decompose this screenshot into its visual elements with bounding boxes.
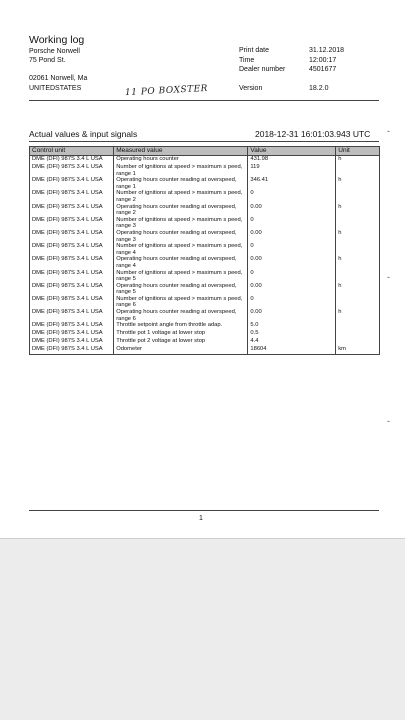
value-cell: 0.00	[248, 309, 336, 322]
measured-value-cell: Number of ignitions at speed > maximum s peed, range 4	[114, 243, 248, 256]
control-unit-cell: DME (DFI) 987S 3.4 L USA	[30, 243, 114, 256]
measured-value-cell: Operating hours counter reading at overspeed, range 5	[114, 283, 248, 296]
measured-value-cell: Number of ignitions at speed > maximum s peed, range 3	[114, 217, 248, 230]
unit-cell	[336, 296, 380, 309]
measured-value-cell: Throttle pot 1 voltage at lower stop	[114, 330, 248, 338]
table-row	[30, 322, 380, 330]
table-row	[30, 177, 380, 190]
unit-cell: h	[338, 203, 342, 210]
unit-cell: h	[338, 309, 342, 316]
table-row	[30, 217, 380, 230]
table-row	[30, 270, 380, 283]
value-cell: 4.4	[248, 338, 336, 346]
control-unit-cell: DME (DFI) 987S 3.4 L USA	[30, 346, 114, 355]
control-unit-cell: DME (DFI) 987S 3.4 L USA	[30, 156, 114, 165]
unit-cell	[336, 322, 380, 330]
column-header: Control unit	[30, 147, 114, 156]
unit-cell: km	[338, 346, 346, 353]
dealer-name: Porsche Norwell	[29, 48, 80, 55]
control-unit-cell: DME (DFI) 987S 3.4 L USA	[30, 256, 114, 269]
value-cell: 0.00	[248, 283, 336, 296]
value-cell: 0.5	[248, 330, 336, 338]
table-row	[30, 156, 380, 165]
margin-mark: -	[387, 126, 390, 136]
value-cell: 346.41	[248, 177, 336, 190]
values-table	[29, 146, 380, 355]
table-row	[30, 338, 380, 346]
section-title: Actual values & input signals	[29, 129, 138, 139]
unit-cell: h	[338, 156, 342, 162]
footer-divider	[29, 510, 379, 511]
measured-value-cell: Number of ignitions at speed > maximum s peed, range 5	[114, 270, 248, 283]
value-cell: 5.0	[248, 322, 336, 330]
control-unit-cell: DME (DFI) 987S 3.4 L USA	[30, 217, 114, 230]
control-unit-cell: DME (DFI) 987S 3.4 L USA	[30, 164, 114, 177]
unit-cell: h	[338, 282, 342, 289]
measured-value-cell: Number of ignitions at speed > maximum s peed, range 2	[114, 190, 248, 203]
print-date-label: Print date	[239, 47, 269, 54]
header-divider	[29, 100, 379, 101]
table-row	[30, 296, 380, 309]
unit-cell	[336, 270, 380, 283]
measured-value-cell: Odometer	[114, 346, 248, 355]
measured-value-cell: Operating hours counter reading at overspeed, range 6	[114, 309, 248, 322]
measured-value-cell: Operating hours counter reading at overspeed, range 2	[114, 204, 248, 217]
column-header: Measured value	[114, 147, 248, 156]
table-row	[30, 204, 380, 217]
value-cell: 0	[248, 270, 336, 283]
unit-cell	[336, 338, 380, 346]
handwritten-note: 11 PO BOXSTER	[124, 83, 209, 99]
table-row	[30, 256, 380, 269]
table-row	[30, 330, 380, 338]
margin-mark: -	[387, 272, 390, 282]
unit-cell: h	[338, 229, 342, 236]
unit-cell	[336, 330, 380, 338]
print-date-value: 31.12.2018	[309, 47, 345, 54]
control-unit-cell: DME (DFI) 987S 3.4 L USA	[30, 322, 114, 330]
dealer-country: UNITEDSTATES	[29, 85, 82, 92]
control-unit-cell: DME (DFI) 987S 3.4 L USA	[30, 296, 114, 309]
value-cell: 0.00	[248, 256, 336, 269]
value-cell: 0	[248, 296, 336, 309]
unit-cell: h	[338, 256, 342, 263]
measured-value-cell: Operating hours counter	[114, 156, 248, 165]
table-row	[30, 190, 380, 203]
version-value: 18.2.0	[309, 85, 329, 92]
value-cell: 431.98	[248, 156, 336, 165]
measured-value-cell: Operating hours counter reading at overspeed, range 4	[114, 256, 248, 269]
value-cell: 0	[248, 243, 336, 256]
value-cell: 0	[248, 217, 336, 230]
measured-value-cell: Throttle pot 2 voltage at lower stop	[114, 338, 248, 346]
dealer-number-value: 4501677	[309, 66, 337, 73]
unit-cell	[336, 164, 380, 177]
table-row	[30, 230, 380, 243]
control-unit-cell: DME (DFI) 987S 3.4 L USA	[30, 230, 114, 243]
margin-mark: -	[387, 416, 390, 426]
time-value: 12:00:17	[309, 57, 337, 64]
table-row	[30, 283, 380, 296]
control-unit-cell: DME (DFI) 987S 3.4 L USA	[30, 204, 114, 217]
dealer-street: 75 Pond St.	[29, 57, 66, 64]
control-unit-cell: DME (DFI) 987S 3.4 L USA	[30, 190, 114, 203]
control-unit-cell: DME (DFI) 987S 3.4 L USA	[30, 338, 114, 346]
dealer-number-label: Dealer number	[239, 66, 286, 73]
version-label: Version	[239, 85, 263, 92]
table-row	[30, 309, 380, 322]
section-divider	[29, 141, 379, 142]
value-cell: 119	[248, 164, 336, 177]
table-row	[30, 164, 380, 177]
control-unit-cell: DME (DFI) 987S 3.4 L USA	[30, 270, 114, 283]
column-header: Value	[248, 147, 336, 156]
measured-value-cell: Throttle setpoint angle from throttle adap.	[114, 322, 248, 330]
page-number: 1	[199, 515, 203, 522]
section-timestamp: 2018-12-31 16:01:03.943 UTC	[255, 129, 371, 139]
table-row	[30, 243, 380, 256]
control-unit-cell: DME (DFI) 987S 3.4 L USA	[30, 283, 114, 296]
unit-cell	[336, 217, 380, 230]
value-cell: 0.00	[248, 204, 336, 217]
column-header: Unit	[336, 147, 380, 156]
dealer-city: 02061 Norwell, Ma	[29, 75, 88, 82]
unit-cell	[336, 190, 380, 203]
time-label: Time	[239, 57, 255, 64]
unit-cell: h	[338, 177, 342, 184]
measured-value-cell: Number of ignitions at speed > maximum s peed, range 6	[114, 296, 248, 309]
measured-value-cell: Operating hours counter reading at overspeed, range 3	[114, 230, 248, 243]
table-row	[30, 346, 380, 355]
measured-value-cell: Operating hours counter reading at overspeed, range 1	[114, 177, 248, 190]
document-title: Working log	[29, 34, 85, 46]
value-cell: 0.00	[248, 230, 336, 243]
value-cell: 0	[248, 190, 336, 203]
measured-value-cell: Number of ignitions at speed > maximum s peed, range 1	[114, 164, 248, 177]
table-header-row	[30, 147, 380, 156]
value-cell: 18604	[248, 346, 336, 355]
control-unit-cell: DME (DFI) 987S 3.4 L USA	[30, 309, 114, 322]
unit-cell	[336, 243, 380, 256]
control-unit-cell: DME (DFI) 987S 3.4 L USA	[30, 177, 114, 190]
control-unit-cell: DME (DFI) 987S 3.4 L USA	[30, 330, 114, 338]
